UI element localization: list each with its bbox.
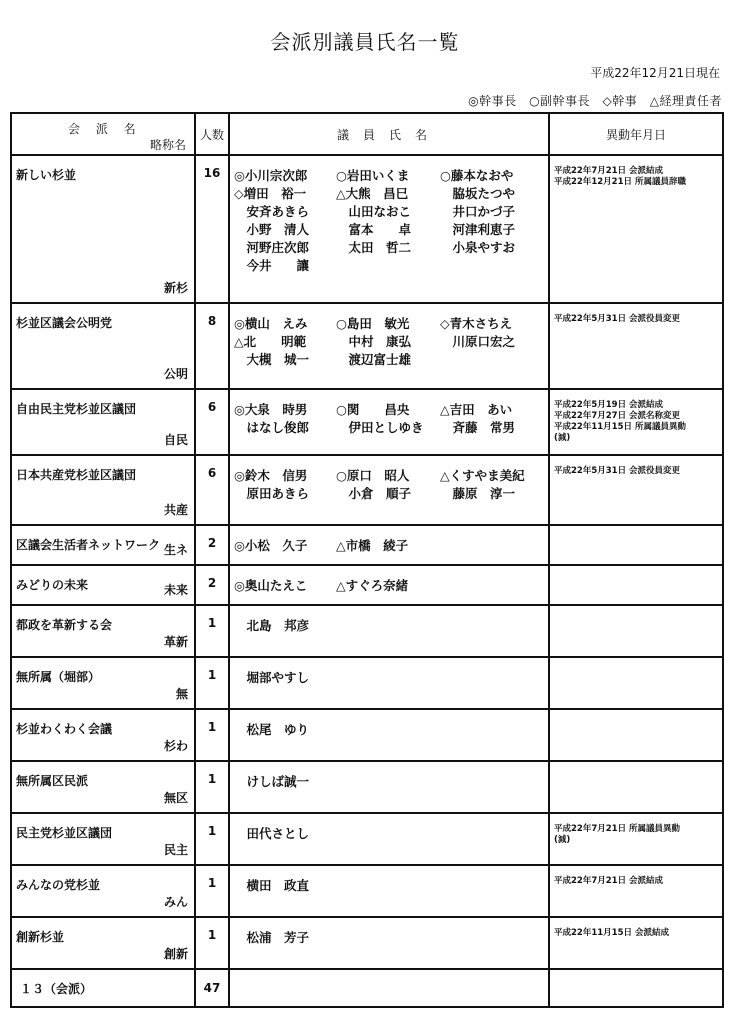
member-name [336,720,440,738]
member-name: 原田あきら [234,486,310,501]
member-name: けしば誠一 [234,774,310,789]
abbr-header-label: 略称名 [149,138,186,152]
member-name: 今井 讓 [234,258,310,273]
member-name: ◎小川宗次郎 [234,168,308,183]
member-name: 松浦 芳子 [234,930,310,945]
member-name: はなし俊郎 [234,420,310,435]
faction-row [11,455,723,525]
change-history-cell [549,657,723,709]
member-count: 6 [195,455,229,525]
member-name [440,772,544,790]
member-name: 富本 卓 [336,222,412,237]
faction-name: 無所属（堀部） [16,670,101,684]
document-title: 会派別議員氏名一覧 [270,30,460,54]
faction-abbreviation: 無 [175,687,188,701]
member-name: 河津利恵子 [440,222,516,237]
member-names-cell [229,155,549,303]
member-names-line [234,400,548,418]
member-name [336,256,440,274]
faction-abbreviation: 共産 [163,503,188,517]
member-count: 6 [195,389,229,455]
changes-header: 異動年月日 [549,113,723,155]
faction-name: みんなの党杉並 [16,878,101,892]
member-names-line [234,928,548,946]
member-name: △市橋 綾子 [336,538,409,553]
member-name: 北島 邦彦 [234,618,310,633]
member-names-line [234,536,548,554]
faction-name: 自由民主党杉並区議団 [16,402,137,416]
faction-row [11,605,723,657]
change-history-cell [549,565,723,605]
member-name [440,720,544,738]
faction-abbreviation: 公明 [163,367,188,381]
member-names-line [234,576,548,594]
member-names-line [234,466,548,484]
member-name: 堀部やすし [234,670,310,685]
member-count: 8 [195,303,229,389]
member-name [336,876,440,894]
change-history-cell [549,709,723,761]
member-count: 1 [195,605,229,657]
faction-row [11,865,723,917]
member-name [440,576,544,594]
member-name [440,616,544,634]
role-legend: ◎幹事長 ○副幹事長 ◇幹事 △経理責任者 [468,94,722,108]
member-name: 脇坂たつや [440,186,516,201]
member-count: 2 [195,565,229,605]
change-history-cell [549,303,723,389]
change-entry: 平成22年7月21日 会派結成 [554,166,664,176]
member-name: 渡辺富士雄 [336,352,412,367]
member-name [440,668,544,686]
faction-row [11,389,723,455]
member-name: ○島田 敏光 [336,316,410,331]
member-name: ○岩田いくま [336,168,410,183]
change-history-cell [549,605,723,657]
faction-name: 都政を革新する会 [16,618,113,632]
member-names-line [234,184,548,202]
faction-name: 創新杉並 [16,930,65,944]
member-name: 中村 康弘 [336,334,412,349]
change-entry: (減) [554,433,571,443]
member-names-line [234,772,548,790]
faction-abbreviation: 生ネ [163,543,188,557]
member-names-line [234,332,548,350]
member-name: △北 明範 [234,334,307,349]
member-name [440,876,544,894]
member-name: ◎大泉 時男 [234,402,308,417]
member-name: 伊田としゆき [336,420,424,435]
faction-name: みどりの未来 [16,578,89,592]
faction-abbreviation: 無区 [163,791,188,805]
change-entry: (減) [554,835,571,845]
member-name: 小倉 順子 [336,486,412,501]
member-name: ○関 昌央 [336,402,410,417]
as-of-date: 平成22年12月21日現在 [590,66,720,80]
member-count: 2 [195,525,229,565]
table-header-row [11,113,723,155]
member-name: 川原口宏之 [440,334,516,349]
faction-cell [11,709,195,761]
member-names-line [234,824,548,842]
change-entry: 平成22年5月31日 会派役員変更 [554,466,681,476]
member-name: ◎小松 久子 [234,538,308,553]
member-name [336,928,440,946]
member-name: 田代さとし [234,826,310,841]
member-name [440,256,544,274]
faction-row [11,709,723,761]
faction-cell [11,865,195,917]
member-count: 16 [195,155,229,303]
faction-cell [11,389,195,455]
faction-abbreviation: 革新 [163,635,188,649]
faction-abbreviation: 杉わ [163,739,188,753]
member-name: ◎奥山たえこ [234,578,308,593]
member-name: ○藤本なおや [440,168,514,183]
member-names-cell [229,657,549,709]
member-count: 1 [195,657,229,709]
faction-abbreviation: 新杉 [163,281,188,295]
faction-row [11,303,723,389]
member-name: 横田 政直 [234,878,310,893]
member-names-cell [229,709,549,761]
faction-row [11,565,723,605]
member-names-line [234,166,548,184]
member-names-cell [229,865,549,917]
member-name [440,824,544,842]
member-names-cell [229,761,549,813]
member-name: 大槻 城一 [234,352,310,367]
faction-row [11,761,723,813]
member-names-cell [229,565,549,605]
member-count: 1 [195,813,229,865]
faction-abbreviation: みん [163,895,188,909]
member-name: 河野庄次郎 [234,240,310,255]
faction-row [11,917,723,969]
member-names-line [234,418,548,436]
member-count: 1 [195,709,229,761]
member-names-line [234,220,548,238]
faction-cell [11,303,195,389]
member-name [440,350,544,368]
faction-cell [11,525,195,565]
change-entry: 平成22年7月21日 所属議員異動 [554,824,681,834]
member-name: ◎鈴木 信男 [234,468,308,483]
change-history-cell [549,455,723,525]
member-names-line [234,350,548,368]
member-names-line [234,202,548,220]
faction-name: 杉並わくわく会議 [16,722,113,736]
total-names-cell [229,969,549,1007]
total-changes-cell [549,969,723,1007]
member-name [336,772,440,790]
change-entry: 平成22年7月27日 会派名称変更 [554,411,681,421]
member-name [336,616,440,634]
change-history-cell [549,525,723,565]
faction-cell [11,455,195,525]
faction-row [11,813,723,865]
member-name: 松尾 ゆり [234,722,310,737]
change-entry: 平成22年7月21日 会派結成 [554,876,664,886]
change-history-cell [549,389,723,455]
member-names-cell [229,455,549,525]
faction-name: 新しい杉並 [16,168,77,182]
change-entry: 平成22年5月19日 会派結成 [554,400,664,410]
member-name: △すぐろ奈緒 [336,578,409,593]
member-name: △大熊 昌巳 [336,186,409,201]
change-entry: 平成22年11月15日 所属議員異動 [554,422,686,432]
faction-abbreviation: 自民 [163,433,188,447]
member-names-line [234,616,548,634]
faction-header [11,113,195,155]
member-name: ○原口 昭人 [336,468,410,483]
count-header: 人数 [195,113,229,155]
total-row [11,969,723,1007]
faction-name: 無所属区民派 [16,774,89,788]
member-count: 1 [195,917,229,969]
change-history-cell [549,917,723,969]
faction-abbreviation: 未来 [163,583,188,597]
faction-row [11,155,723,303]
names-header: 議員氏名 [229,113,549,155]
member-names-line [234,720,548,738]
member-name: △くすやま美紀 [440,468,525,483]
total-member-count: 47 [195,969,229,1007]
change-entry: 平成22年5月31日 会派役員変更 [554,314,681,324]
member-names-line [234,238,548,256]
member-name: 山田なおこ [336,204,412,219]
member-names-line [234,876,548,894]
change-history-cell [549,761,723,813]
faction-row [11,657,723,709]
change-entry: 平成22年11月15日 会派結成 [554,928,669,938]
member-name: 斉藤 常男 [440,420,516,435]
total-faction-count: １３（会派） [11,969,195,1007]
member-name [336,668,440,686]
member-name: ◇増田 裕一 [234,186,307,201]
member-count: 1 [195,865,229,917]
member-names-line [234,314,548,332]
member-names-cell [229,525,549,565]
member-names-line [234,668,548,686]
faction-cell [11,657,195,709]
member-name: 小野 清人 [234,222,310,237]
faction-abbreviation: 創新 [163,947,188,961]
faction-name: 日本共産党杉並区議団 [16,468,137,482]
faction-name: 杉並区議会公明党 [16,316,113,330]
member-name: ◇青木さちえ [440,316,513,331]
member-name: 小泉やすお [440,240,516,255]
faction-name: 民主党杉並区議団 [16,826,113,840]
member-name [336,824,440,842]
change-history-cell [549,813,723,865]
faction-row [11,525,723,565]
member-names-cell [229,917,549,969]
faction-cell [11,565,195,605]
change-entry: 平成22年12月21日 所属議員辞職 [554,177,686,187]
change-history-cell [549,865,723,917]
member-names-cell [229,303,549,389]
faction-abbreviation: 民主 [163,843,188,857]
member-name: 太田 哲二 [336,240,412,255]
member-name [440,536,544,554]
change-history-cell [549,155,723,303]
faction-name: 区議会生活者ネットワーク [16,538,161,552]
faction-cell [11,605,195,657]
faction-cell [11,155,195,303]
faction-cell [11,917,195,969]
member-name: 藤原 淳一 [440,486,516,501]
member-names-cell [229,389,549,455]
faction-cell [11,813,195,865]
member-name: 井口かづ子 [440,204,516,219]
member-name [440,928,544,946]
faction-cell [11,761,195,813]
member-count: 1 [195,761,229,813]
member-names-line [234,256,548,274]
member-name: 安斉あきら [234,204,310,219]
member-name: ◎横山 えみ [234,316,308,331]
member-names-line [234,484,548,502]
member-name: △吉田 あい [440,402,513,417]
member-table [10,112,724,1008]
member-names-cell [229,813,549,865]
member-names-cell [229,605,549,657]
faction-header-label: 会 派 名 [68,122,142,136]
